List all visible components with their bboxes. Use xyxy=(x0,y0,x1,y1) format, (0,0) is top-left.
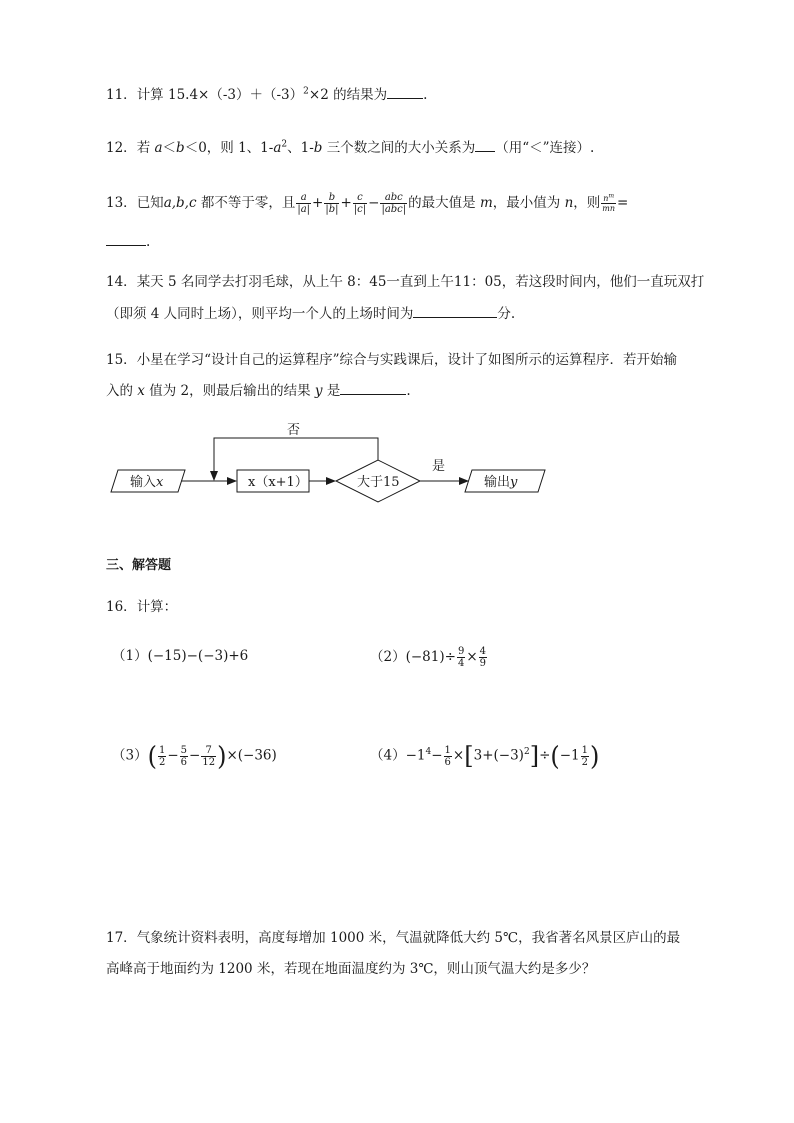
question-12: 12．若 a＜b＜0，则 1、$1-a^2$、1-b 三个数之间的大小关系为 （用“＜”连接）. xyxy=(106,137,594,158)
part-label: （3） xyxy=(112,747,148,764)
input-label: 输入x xyxy=(130,475,164,490)
question-13-answer-line: . xyxy=(106,231,150,252)
decision-label: 大于15 xyxy=(357,475,400,490)
no-label: 否 xyxy=(287,423,301,438)
fraction: $\frac{b}{|b|}$ xyxy=(325,192,339,215)
question-number: 12． xyxy=(106,140,137,156)
question-13: 13．已知a,b,c 都不等于零，且 $\frac{a}{|a|}$ + $\frac{b}{|b|}$ + $\frac{c}{|c|}$ − $\frac{\text{abc}}{\text{|abc|}}$ 的最大值是 m，最小值为 n，则 $\frac{n^m}{mn}$ = xyxy=(106,192,629,215)
answer-blank[interactable] xyxy=(340,380,406,395)
q16-part-3: （3）( $\frac{1}{2}$ − $\frac{5}{6}$ − $\frac{7}{12}$ )×(−36) xyxy=(112,740,277,772)
answer-blank[interactable] xyxy=(413,303,497,318)
flowchart xyxy=(0,418,794,508)
part-label: （1） xyxy=(112,648,148,664)
variable-b: b xyxy=(176,140,185,156)
fraction: $\frac{c}{|c|}$ xyxy=(353,192,367,215)
variable-m: m xyxy=(479,195,493,211)
question-15: 15．小星在学习“设计自己的运算程序”综合与实践课后，设计了如图所示的运算程序．若开始输 xyxy=(106,352,677,368)
question-16: 16．计算： xyxy=(106,599,178,615)
fraction: $\frac{9}{4}$ xyxy=(457,646,465,669)
q16-part-2: （2）(−81)÷ $\frac{9}{4}$ × $\frac{4}{9}$ xyxy=(370,646,486,669)
answer-blank[interactable] xyxy=(106,231,146,246)
fraction: $\frac{1}{6}$ xyxy=(444,744,451,768)
question-number: 16． xyxy=(106,599,137,615)
part-label: （2） xyxy=(370,649,406,665)
fraction: $\frac{7}{12}$ xyxy=(202,744,216,768)
variables-abc: a,b,c xyxy=(163,195,197,211)
question-text: 计算 15.4×（-3）＋（-3） xyxy=(136,87,304,103)
question-number: 11． xyxy=(106,87,137,103)
question-14: 14．某天 5 名同学去打羽毛球，从上午 8：45一直到上午11：05，若这段时间内，他们一直玩双打 xyxy=(106,274,705,290)
answer-blank[interactable] xyxy=(387,84,423,99)
loop-arrow xyxy=(214,438,378,480)
variable-a: a xyxy=(154,140,163,156)
question-17: 17．气象统计资料表明，高度每增加 1000 米，气温就降低大约 5℃，我省著名风景区庐山的最 xyxy=(106,930,681,946)
answer-blank[interactable] xyxy=(475,137,495,152)
expression: (−15)−(−3)+6 xyxy=(147,648,249,664)
process-label: x（x+1） xyxy=(248,475,308,490)
question-15-line2: 入的 x 值为 2，则最后输出的结果 y 是 . xyxy=(106,380,411,401)
output-label: 输出y xyxy=(484,475,518,490)
section-title: 三、解答题 xyxy=(106,558,172,573)
question-17-line2: 高峰高于地面约为 1200 米，若现在地面温度约为 3℃，则山顶气温大约是多少？ xyxy=(106,961,596,977)
question-text: ×2 的结果为 xyxy=(308,87,388,103)
exponent: 2 xyxy=(281,139,288,150)
question-14-line2: （即须 4 人同时上场），则平均一个人的上场时间为 分. xyxy=(106,303,515,324)
fraction: $\frac{\text{abc}}{\text{|abc|}}$ xyxy=(381,192,407,215)
question-number: 13． xyxy=(106,195,137,211)
fraction: $\frac{n^m}{mn}$ xyxy=(602,192,616,213)
fraction: $\frac{a}{|a|}$ xyxy=(297,192,311,215)
q16-part-1 xyxy=(112,646,248,666)
part-label: （4） xyxy=(370,747,406,764)
exponent: 2 xyxy=(303,86,309,97)
question-number: 15． xyxy=(106,352,137,368)
yes-label: 是 xyxy=(432,459,446,474)
fraction: $\frac{5}{6}$ xyxy=(180,744,188,768)
question-number: 17． xyxy=(106,930,137,946)
fraction: $\frac{1}{2}$ xyxy=(581,744,589,768)
question-number: 14． xyxy=(106,274,137,290)
variable-n: n xyxy=(564,195,574,211)
fraction: $\frac{4}{9}$ xyxy=(479,646,486,669)
q16-part-4: $(4)-1^4-$ $\frac{1}{6}$ $\times[3+(-3)^2]\div(-1$ $\frac{1}{2}$ ) xyxy=(370,740,600,772)
question-11: 11．计算 $15.4\times(-3)+(-3)^2\times 2$ 的结果为 . xyxy=(106,84,427,105)
fraction: $\frac{1}{2}$ xyxy=(158,744,166,768)
